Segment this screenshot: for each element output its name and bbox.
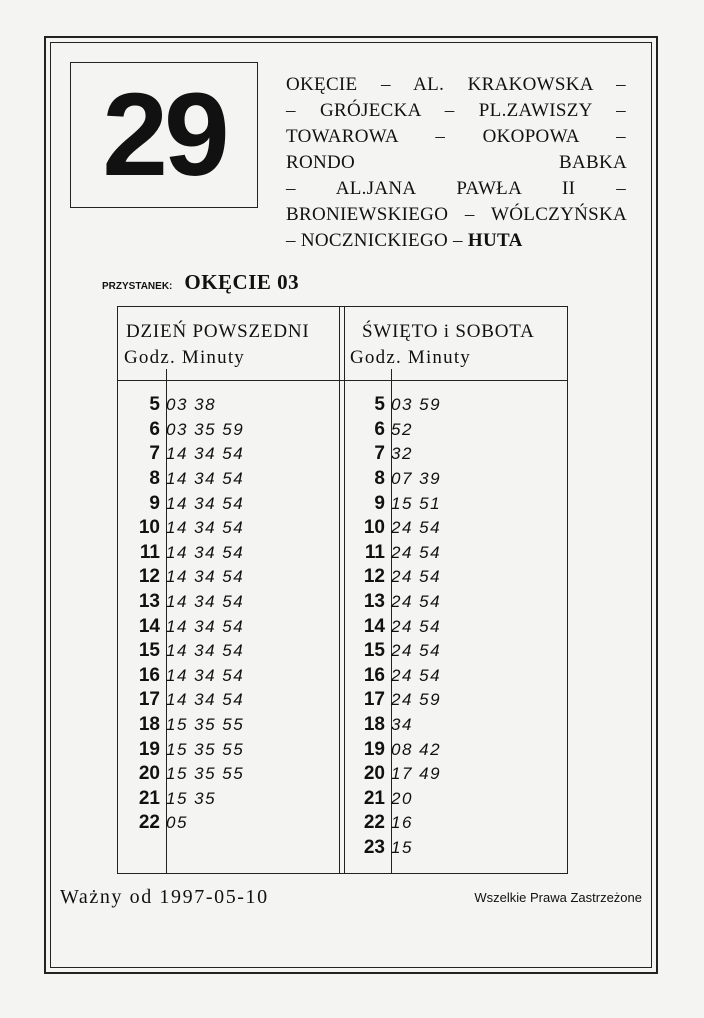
- valid-from: Ważny od 1997-05-10: [60, 886, 269, 908]
- stop-label: PRZYSTANEK:: [102, 281, 173, 292]
- hour-cell: 13: [363, 591, 385, 613]
- minutes-cell: 24 54: [391, 567, 442, 587]
- minutes-cell: 14 34 54: [166, 542, 245, 562]
- minutes-cell: 14 34 54: [166, 469, 245, 489]
- minutes-cell: 20: [391, 788, 413, 808]
- route-segment: OKĘCIE: [286, 74, 358, 95]
- hour-cell: 17: [138, 689, 160, 711]
- stop-name: OKĘCIE 03: [184, 270, 300, 294]
- hour-cell: 23: [363, 836, 385, 858]
- minutes-cell: 14 34 54: [166, 567, 245, 587]
- copyright-notice: Wszelkie Prawa Zastrzeżone: [474, 890, 642, 905]
- minutes-cell: 16: [391, 813, 413, 833]
- hour-cell: 8: [374, 468, 385, 490]
- weekday-row: [122, 639, 244, 664]
- line-number: 29: [102, 69, 226, 201]
- weekday-row: [122, 418, 244, 443]
- hour-cell: 11: [364, 541, 385, 563]
- hour-cell: 12: [363, 566, 385, 588]
- holiday-title: ŚWIĘTO i SOBOTA: [362, 321, 535, 342]
- minutes-cell: 15 35 55: [166, 739, 245, 759]
- header-divider: [118, 380, 567, 381]
- holiday-row: [347, 393, 441, 418]
- holiday-row: [347, 713, 441, 738]
- route-segment: RONDO BABKA: [286, 152, 626, 173]
- weekday-row: [122, 442, 244, 467]
- weekday-subheader: Godz. Minuty: [124, 347, 246, 368]
- hour-cell: 16: [363, 664, 385, 686]
- hour-cell: 22: [363, 812, 385, 834]
- weekday-row: [122, 393, 244, 418]
- minutes-cell: 03 38: [166, 395, 217, 415]
- weekday-row: [122, 664, 244, 689]
- minutes-cell: 03 35 59: [166, 419, 245, 439]
- weekday-row: [122, 787, 244, 812]
- minutes-cell: 14 34 54: [166, 665, 245, 685]
- holiday-row: [347, 418, 441, 443]
- hour-cell: 19: [363, 738, 385, 760]
- holiday-row: [347, 737, 441, 762]
- minutes-cell: 24 54: [391, 518, 442, 538]
- minutes-cell: 24 59: [391, 690, 442, 710]
- weekday-row: [122, 467, 244, 492]
- holiday-row: [347, 639, 441, 664]
- route-segment: – PL.ZAWISZY –: [444, 100, 626, 121]
- minutes-cell: 52: [391, 419, 413, 439]
- minutes-cell: 14 34 54: [166, 641, 245, 661]
- route-segment: – GRÓJECKA: [286, 100, 421, 121]
- minutes-cell: 24 54: [391, 616, 442, 636]
- holiday-row: [347, 614, 441, 639]
- hour-cell: 12: [138, 566, 160, 588]
- route-segment: – AL. KRAKOWSKA –: [380, 74, 626, 95]
- minutes-cell: 24 54: [391, 641, 442, 661]
- hour-cell: 5: [149, 394, 160, 416]
- holiday-row: [347, 442, 441, 467]
- hour-cell: 7: [374, 443, 385, 465]
- hour-cell: 7: [149, 443, 160, 465]
- route-segment: BRONIEWSKIEGO: [286, 204, 449, 225]
- weekday-row: [122, 762, 244, 787]
- hour-cell: 15: [363, 640, 385, 662]
- minutes-cell: 14 34 54: [166, 444, 245, 464]
- weekday-row: [122, 811, 244, 836]
- hour-cell: 9: [149, 492, 160, 514]
- holiday-row: [347, 516, 441, 541]
- hour-cell: 20: [363, 763, 385, 785]
- holiday-row: [347, 664, 441, 689]
- timetable: [117, 306, 568, 874]
- minutes-cell: 24 54: [391, 665, 442, 685]
- weekday-row: [122, 713, 244, 738]
- hour-cell: 10: [363, 517, 385, 539]
- route-description: [286, 72, 626, 254]
- hour-cell: 6: [149, 418, 160, 440]
- route-segment: – OKOPOWA –: [435, 126, 626, 147]
- weekday-title: DZIEŃ POWSZEDNI: [126, 321, 310, 342]
- holiday-row: [347, 491, 441, 516]
- hour-cell: 15: [138, 640, 160, 662]
- hour-cell: 9: [374, 492, 385, 514]
- holiday-schedule: [347, 393, 441, 860]
- minutes-cell: 14 34 54: [166, 616, 245, 636]
- minutes-cell: 05: [166, 813, 188, 833]
- holiday-subheader: Godz. Minuty: [350, 347, 472, 368]
- weekday-schedule: [122, 393, 244, 836]
- minutes-cell: 14 34 54: [166, 518, 245, 538]
- hour-cell: 20: [138, 763, 160, 785]
- weekday-row: [122, 491, 244, 516]
- holiday-row: [347, 688, 441, 713]
- minutes-cell: 34: [391, 715, 413, 735]
- holiday-row: [347, 787, 441, 812]
- weekday-row: [122, 565, 244, 590]
- route-terminus: HUTA: [467, 230, 523, 251]
- minutes-cell: 24 54: [391, 542, 442, 562]
- minutes-cell: 14 34 54: [166, 690, 245, 710]
- line-number-box: [70, 62, 258, 208]
- route-segment: – NOCZNICKIEGO –: [286, 230, 463, 251]
- hour-cell: 14: [138, 615, 160, 637]
- weekday-row: [122, 737, 244, 762]
- minutes-cell: 15 51: [391, 493, 442, 513]
- minutes-cell: 15 35 55: [166, 764, 245, 784]
- hour-cell: 21: [138, 787, 160, 809]
- holiday-row: [347, 811, 441, 836]
- weekday-row: [122, 516, 244, 541]
- minutes-cell: 15 35 55: [166, 715, 245, 735]
- minutes-cell: 14 34 54: [166, 592, 245, 612]
- minutes-cell: 32: [391, 444, 413, 464]
- holiday-row: [347, 836, 441, 861]
- minutes-cell: 08 42: [391, 739, 442, 759]
- stop-info: [102, 270, 299, 295]
- minutes-cell: 07 39: [391, 469, 442, 489]
- route-segment: TOWAROWA: [286, 126, 398, 147]
- minutes-cell: 15 35: [166, 788, 217, 808]
- minutes-cell: 03 59: [391, 395, 442, 415]
- weekday-row: [122, 614, 244, 639]
- hour-cell: 16: [138, 664, 160, 686]
- hour-cell: 6: [374, 418, 385, 440]
- route-segment: – AL.JANA PAWŁA II –: [286, 178, 626, 199]
- holiday-row: [347, 541, 441, 566]
- holiday-row: [347, 762, 441, 787]
- minutes-cell: 15: [391, 837, 413, 857]
- column-divider: [339, 307, 345, 873]
- route-segment: – WÓLCZYŃSKA: [464, 204, 626, 225]
- hour-cell: 10: [138, 517, 160, 539]
- minutes-cell: 24 54: [391, 592, 442, 612]
- hour-cell: 14: [363, 615, 385, 637]
- holiday-row: [347, 590, 441, 615]
- hour-cell: 18: [363, 714, 385, 736]
- minutes-cell: 14 34 54: [166, 493, 245, 513]
- hour-cell: 8: [149, 468, 160, 490]
- hour-cell: 11: [139, 541, 160, 563]
- hour-cell: 17: [363, 689, 385, 711]
- holiday-row: [347, 467, 441, 492]
- hour-cell: 5: [374, 394, 385, 416]
- weekday-row: [122, 688, 244, 713]
- minutes-cell: 17 49: [391, 764, 442, 784]
- weekday-row: [122, 541, 244, 566]
- hour-cell: 22: [138, 812, 160, 834]
- holiday-row: [347, 565, 441, 590]
- hour-cell: 18: [138, 714, 160, 736]
- weekday-row: [122, 590, 244, 615]
- hour-cell: 13: [138, 591, 160, 613]
- hour-cell: 19: [138, 738, 160, 760]
- hour-cell: 21: [363, 787, 385, 809]
